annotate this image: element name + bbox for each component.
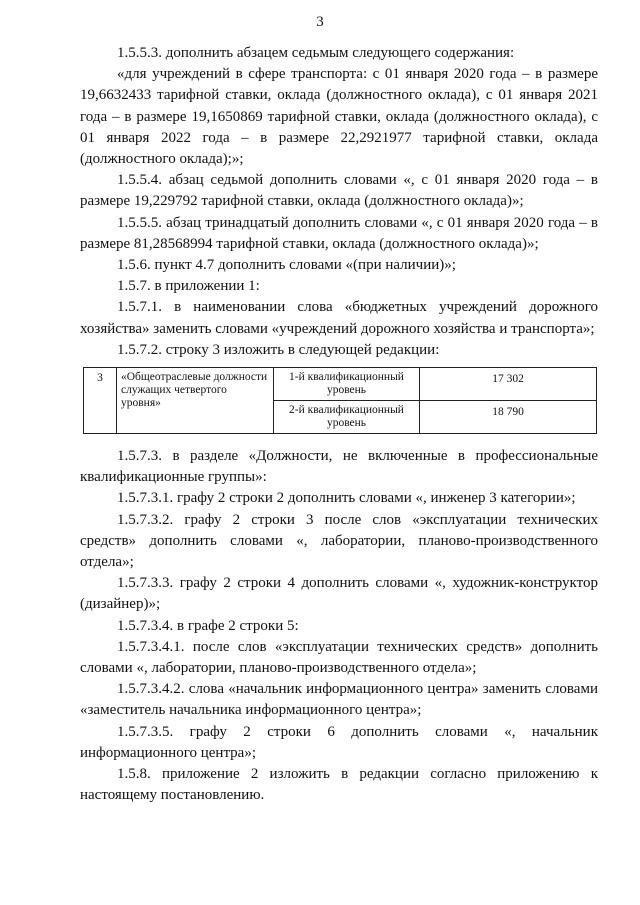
paragraph: 1.5.5.3. дополнить абзацем седьмым следующего содержания:: [117, 45, 515, 61]
paragraph: 1.5.7.1. в наименовании слова «бюджетных учреждений дорожного хозяйства» заменить словами «учреждений дорожного хозяйства и транспорта»;: [80, 299, 598, 337]
salary-table-wrapper: [83, 367, 598, 434]
salary-table: [83, 367, 597, 434]
paragraph: 1.5.8. приложение 2 изложить в редакции согласно приложению к настоящему постановлению.: [80, 766, 598, 804]
level-label-cell: 2-й квалификационный уровень: [274, 401, 420, 434]
table-row: [84, 368, 597, 401]
paragraph: 1.5.5.5. абзац тринадцатый дополнить словами «, с 01 января 2020 года – в размере 81,28568994 тарифной ставки, оклада (должностного оклада)»;: [80, 214, 598, 252]
level-label-cell: 1-й квалификационный уровень: [274, 368, 420, 401]
paragraph: 1.5.7.3.4.1. после слов «эксплуатации технических средств» дополнить словами «, лаборатории, планово-производственного отдела»;: [80, 638, 598, 677]
paragraph: 1.5.7.3.2. графу 2 строки 3 после слов «эксплуатации технических средств» дополнить словами «, лаборатории, планово-производственного отдела»;: [80, 511, 598, 571]
paragraph: 1.5.7.2. строку 3 изложить в следующей редакции:: [117, 341, 440, 358]
paragraph: 1.5.7.3. в разделе «Должности, не включенные в профессиональные квалификационные группы»:: [80, 448, 598, 486]
document-body: [80, 43, 598, 807]
group-title-cell: «Общеотраслевые должности служащих четвертого уровня»: [117, 368, 274, 434]
paragraph: 1.5.7.3.4.2. слова «начальник информационного центра» заменить словами «заместитель начальника информационного центра»;: [80, 681, 598, 719]
paragraph: 1.5.7.3.3. графу 2 строки 4 дополнить словами «, художник-конструктор (дизайнер)»;: [80, 575, 598, 613]
paragraph: 1.5.7.3.4. в графе 2 строки 5:: [117, 617, 299, 634]
paragraph: «для учреждений в сфере транспорта: с 01 января 2020 года – в размере 19,6632433 тарифной ставки, оклада (должностного оклада), с 01 января 2021 года – в размере 19,1650869 тарифной ставки, оклада (должностного оклада), с 01 января 2022 года – в размере 22,2921977 тарифной ставки, оклада (должностного оклада);»;: [80, 66, 598, 168]
paragraph: 1.5.5.4. абзац седьмой дополнить словами «, с 01 января 2020 года – в размере 19,229792 тарифной ставки, оклада (должностного оклада)»;: [80, 172, 598, 210]
paragraph: 1.5.7. в приложении 1:: [117, 278, 260, 295]
paragraph: 1.5.7.3.5. графу 2 строки 6 дополнить словами «, начальник информационного центра»;: [80, 723, 598, 761]
paragraph: 1.5.7.3.1. графу 2 строки 2 дополнить словами «, инженер 3 категории»;: [117, 490, 576, 507]
paragraph: 1.5.6. пункт 4.7 дополнить словами «(при наличии)»;: [117, 257, 456, 274]
row-number-cell: 3: [84, 368, 117, 434]
level-value-cell: 17 302: [420, 368, 597, 401]
level-value-cell: 18 790: [420, 401, 597, 434]
page-number: 3: [316, 14, 324, 30]
